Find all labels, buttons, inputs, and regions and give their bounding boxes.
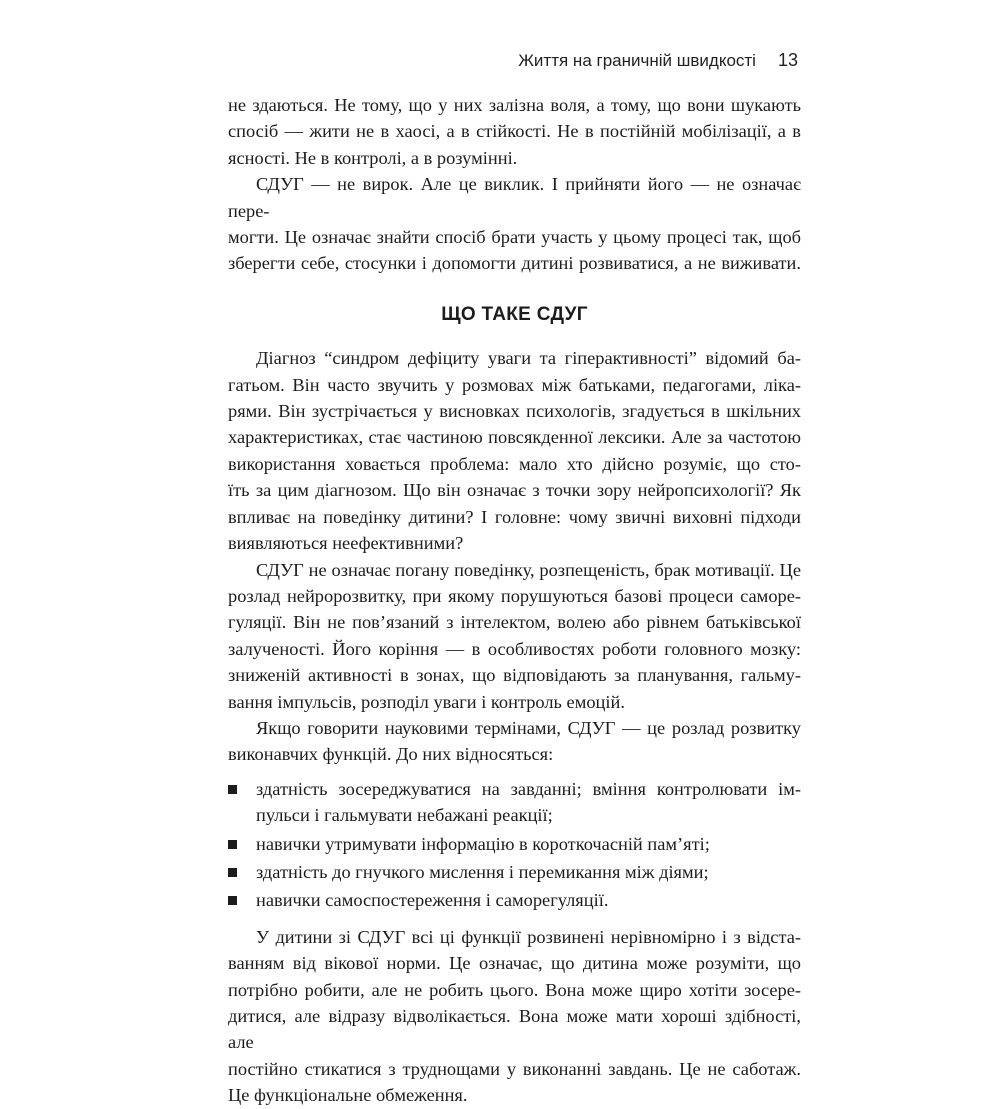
- paragraph-line: гатьом. Він часто звучить у розмовах між батьками, педагогами, ліка-: [228, 374, 801, 395]
- paragraph-line: залученості. Його коріння — в особливостях роботи головного мозку:: [228, 638, 801, 659]
- intro-line: не здаються. Не тому, що у них залізна воля, а тому, що вони шукають: [228, 95, 801, 115]
- list-item: [228, 859, 801, 885]
- paragraph-line: гуляції. Він не пов’язаний з інтелектом, волею або рівнем батьківської: [228, 612, 801, 633]
- section-heading: ЩО ТАКЕ СДУГ: [441, 303, 588, 325]
- paragraph-line: зниженій активності в зонах, що відповідають за планування, гальму-: [228, 665, 801, 686]
- square-bullet-icon: [228, 840, 237, 849]
- paragraph-line: впливає на поведінку дитини? І головне: чому звичні виховні підходи: [228, 506, 801, 527]
- paragraph-line: рями. Він зустрічається у висновках психологів, згадується в шкільних: [228, 401, 801, 422]
- paragraph-line: Якщо говорити науковими термінами, СДУГ — це розлад розвитку: [256, 717, 801, 738]
- paragraph-line: постійно стикатися з труднощами у виконанні завдань. Це не саботаж.: [228, 1058, 801, 1079]
- square-bullet-icon: [228, 868, 237, 877]
- executive-functions-list: [228, 776, 801, 914]
- list-item-text: здатність зосереджуватися на завданні; вміння контролювати ім- пульси і гальмувати небажані реакції;: [256, 778, 801, 826]
- intro-line: спосіб — жити не в хаосі, а в стійкості. Не в постійній мобілізації, а в: [228, 121, 801, 142]
- paragraph-line: виконавчих функцій. До них відносяться:: [228, 744, 554, 765]
- page-number: 13: [777, 50, 798, 70]
- square-bullet-icon: [228, 785, 237, 794]
- paragraph-line: СДУГ не означає погану поведінку, розпещеність, брак мотивації. Це: [256, 559, 801, 580]
- paragraph-line: виявляються неефективними?: [228, 533, 464, 554]
- paragraph-line: потрібно робити, але не робить цього. Вона може щиро хотіти зосере-: [228, 979, 801, 1000]
- paragraph-line: Це функціональне обмеження.: [228, 1085, 468, 1106]
- list-item: [228, 831, 801, 857]
- paragraph-line: розлад нейророзвитку, при якому порушуються базові процеси саморе-: [228, 585, 801, 606]
- paragraph-line: ванням від вікової норми. Це означає, що дитина може розуміти, що: [228, 953, 801, 974]
- paragraph-line: характеристиках, стає частиною повсякденної лексики. Але за частотою: [228, 427, 801, 448]
- list-item-text: навички самоспостереження і саморегуляції.: [256, 890, 609, 911]
- square-bullet-icon: [228, 896, 237, 905]
- paragraph-line: Діагноз “синдром дефіциту уваги та гіперактивності” відомий ба-: [256, 348, 801, 369]
- running-title: Життя на граничній швидкості: [518, 51, 756, 70]
- intro-line: СДУГ — не вирок. Але це виклик. І прийняти його — не означає пере-: [228, 174, 801, 221]
- running-header: [518, 50, 798, 71]
- list-item-text: здатність до гнучкого мислення і перемикання між діями;: [256, 861, 709, 882]
- list-item-text: навички утримувати інформацію в короткочасній пам’яті;: [256, 833, 710, 854]
- intro-line: ясності. Не в контролі, а в розумінні.: [228, 147, 518, 168]
- intro-line: могти. Це означає знайти спосіб брати участь у цьому процесі так, щоб: [228, 227, 801, 248]
- paragraph-line: їть за цим діагнозом. Що він означає з точки зору нейропсихології? Як: [228, 480, 801, 501]
- paragraph-line: вання імпульсів, розподіл уваги і контроль емоцій.: [228, 691, 625, 712]
- paragraph-line: використання ховається проблема: мало хто дійсно розуміє, що сто-: [228, 453, 801, 474]
- page-body: [228, 92, 801, 1109]
- paragraph-line: У дитини зі СДУГ всі ці функції розвинені нерівномірно і з відста-: [256, 926, 801, 947]
- list-item: [228, 776, 801, 829]
- list-item: [228, 887, 801, 913]
- intro-line: зберегти себе, стосунки і допомогти дитині розвиватися, а не виживати.: [228, 253, 801, 274]
- paragraph-line: дитися, але відразу відволікається. Вона може мати хороші здібності, але: [228, 1006, 801, 1053]
